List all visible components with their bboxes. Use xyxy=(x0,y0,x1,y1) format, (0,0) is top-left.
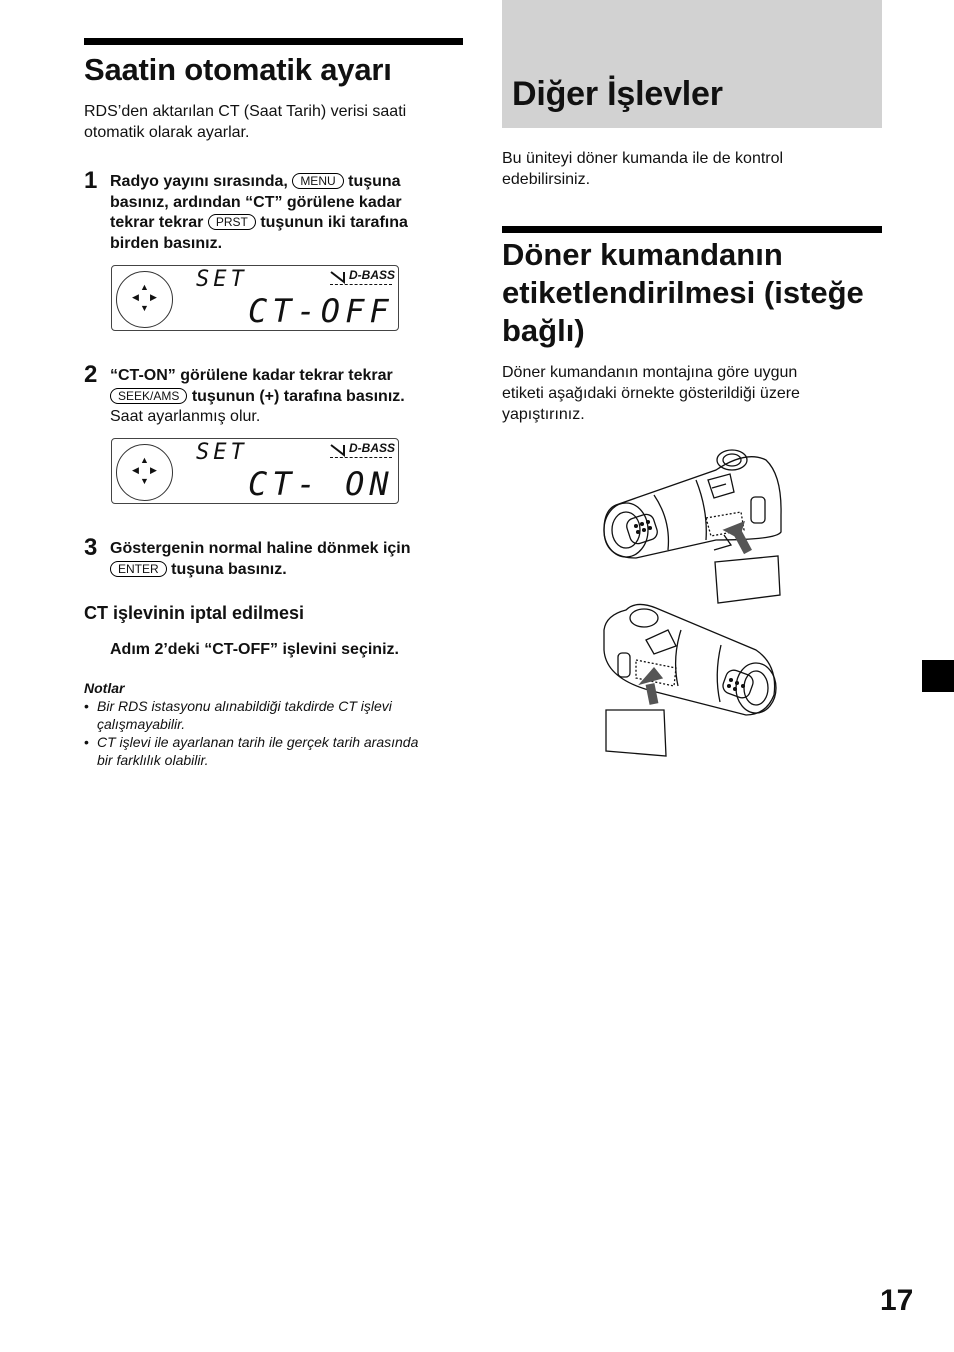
arrow-right-icon: ▶ xyxy=(150,465,157,475)
subsection-title-line1: Döner kumandanın xyxy=(502,237,783,272)
step-2-line1: “CT-ON” görülene kadar tekrar tekrar xyxy=(110,367,393,384)
step-number-2: 2 xyxy=(84,361,98,388)
step-1-line3b: tuşunun iki tarafına xyxy=(260,214,408,231)
arrow-up-icon: ▲ xyxy=(140,455,149,465)
right-intro xyxy=(502,148,882,190)
step-1-line2: basınız, ardından “CT” görülene kadar xyxy=(110,193,402,211)
step-1-line3a: tekrar tekrar xyxy=(110,214,204,231)
step-1-text xyxy=(110,172,470,254)
right-text-line1: Döner kumandanın montajına göre uygun xyxy=(502,364,798,381)
note-1-line1: Bir RDS istasyonu alınabildiği takdirde CT işlevi xyxy=(97,698,392,714)
enter-button-label: ENTER xyxy=(110,561,167,577)
cancel-text: Adım 2’deki “CT-OFF” işlevini seçiniz. xyxy=(110,641,399,658)
lcd-display-ct-off xyxy=(111,265,399,331)
title-rule-right xyxy=(502,226,882,233)
right-intro-line1: Bu üniteyi döner kumanda ile de kontrol xyxy=(502,150,784,167)
note-item xyxy=(84,733,474,769)
step-3-line1: Göstergenin normal haline dönmek için xyxy=(110,540,411,557)
prst-button-label: PRST xyxy=(208,214,256,230)
lcd-display-ct-on xyxy=(111,438,399,504)
step-3-line2b: tuşuna basınız. xyxy=(171,560,287,578)
dash-line xyxy=(330,457,392,458)
note-item xyxy=(84,697,474,733)
step-3-text xyxy=(110,539,470,580)
right-text-line3: yapıştırınız. xyxy=(502,406,585,423)
dial-icon xyxy=(116,444,173,501)
lcd-set-label: SET xyxy=(196,267,248,292)
menu-button-label: MENU xyxy=(292,173,343,189)
subsection-title-line2: etiketlendirilmesi (isteğe xyxy=(502,275,864,310)
title-rule-left xyxy=(84,38,463,45)
label-sticker-upper xyxy=(715,556,780,603)
notes-title: Notlar xyxy=(84,680,125,696)
step-1-line1b: tuşuna xyxy=(348,173,401,190)
arrow-up-icon: ▲ xyxy=(140,282,149,292)
right-text xyxy=(502,362,892,425)
step-1-line1a: Radyo yayını sırasında, xyxy=(110,173,288,190)
step-2-text xyxy=(110,366,470,428)
step-number-3: 3 xyxy=(84,534,98,561)
lower-commander xyxy=(604,604,776,715)
dash-line xyxy=(330,284,392,285)
rotary-commander-illustration xyxy=(596,440,796,765)
d-bass-badge: D-BASS xyxy=(349,268,396,282)
dial-icon xyxy=(116,271,173,328)
step-2-line2b: tuşunun (+) tarafına basınız. xyxy=(191,387,405,405)
section-title: Diğer İşlevler xyxy=(512,75,723,113)
lcd-set-label: SET xyxy=(196,440,248,465)
d-bass-badge: D-BASS xyxy=(349,441,396,455)
subsection-title-line3: bağlı) xyxy=(502,313,585,348)
label-sticker-lower xyxy=(606,710,666,756)
arrow-left-icon: ◀ xyxy=(132,292,139,302)
lcd-main-text: CT-OFF xyxy=(248,292,394,330)
page-title-left: Saatin otomatik ayarı xyxy=(84,52,392,87)
arrow-down-icon: ▼ xyxy=(140,303,149,313)
bullet: • xyxy=(84,734,89,750)
note-2-line2: bir farklılık olabilir. xyxy=(97,752,209,768)
lcd-main-text: CT- ON xyxy=(248,465,394,503)
seek-ams-button-label: SEEK/AMS xyxy=(110,388,187,404)
right-intro-line2: edebilirsiniz. xyxy=(502,171,591,188)
cancel-heading: CT işlevinin iptal edilmesi xyxy=(84,603,305,623)
bullet: • xyxy=(84,698,89,714)
arrow-left-icon: ◀ xyxy=(132,465,139,475)
page-number: 17 xyxy=(880,1284,914,1317)
arrow-down-icon: ▼ xyxy=(140,476,149,486)
signal-icon xyxy=(330,270,346,284)
note-1-line2: çalışmayabilir. xyxy=(97,716,186,732)
step-1-line4: birden basınız. xyxy=(110,234,223,252)
section-tab-marker xyxy=(922,660,954,692)
subsection-title xyxy=(502,236,892,350)
intro-text: RDS’den aktarılan CT (Saat Tarih) verisi saati otomatik olarak ayarlar. xyxy=(84,103,407,141)
step-number-1: 1 xyxy=(84,167,98,194)
notes-list xyxy=(84,697,474,769)
signal-icon xyxy=(330,443,346,457)
upper-commander xyxy=(604,450,781,558)
note-2-line1: CT işlevi ile ayarlanan tarih ile gerçek tarih arasında xyxy=(97,734,419,750)
arrow-right-icon: ▶ xyxy=(150,292,157,302)
right-text-line2: etiketi aşağıdaki örnekte gösterildiği üzere xyxy=(502,385,800,402)
step-2-line3: Saat ayarlanmış olur. xyxy=(110,408,261,425)
